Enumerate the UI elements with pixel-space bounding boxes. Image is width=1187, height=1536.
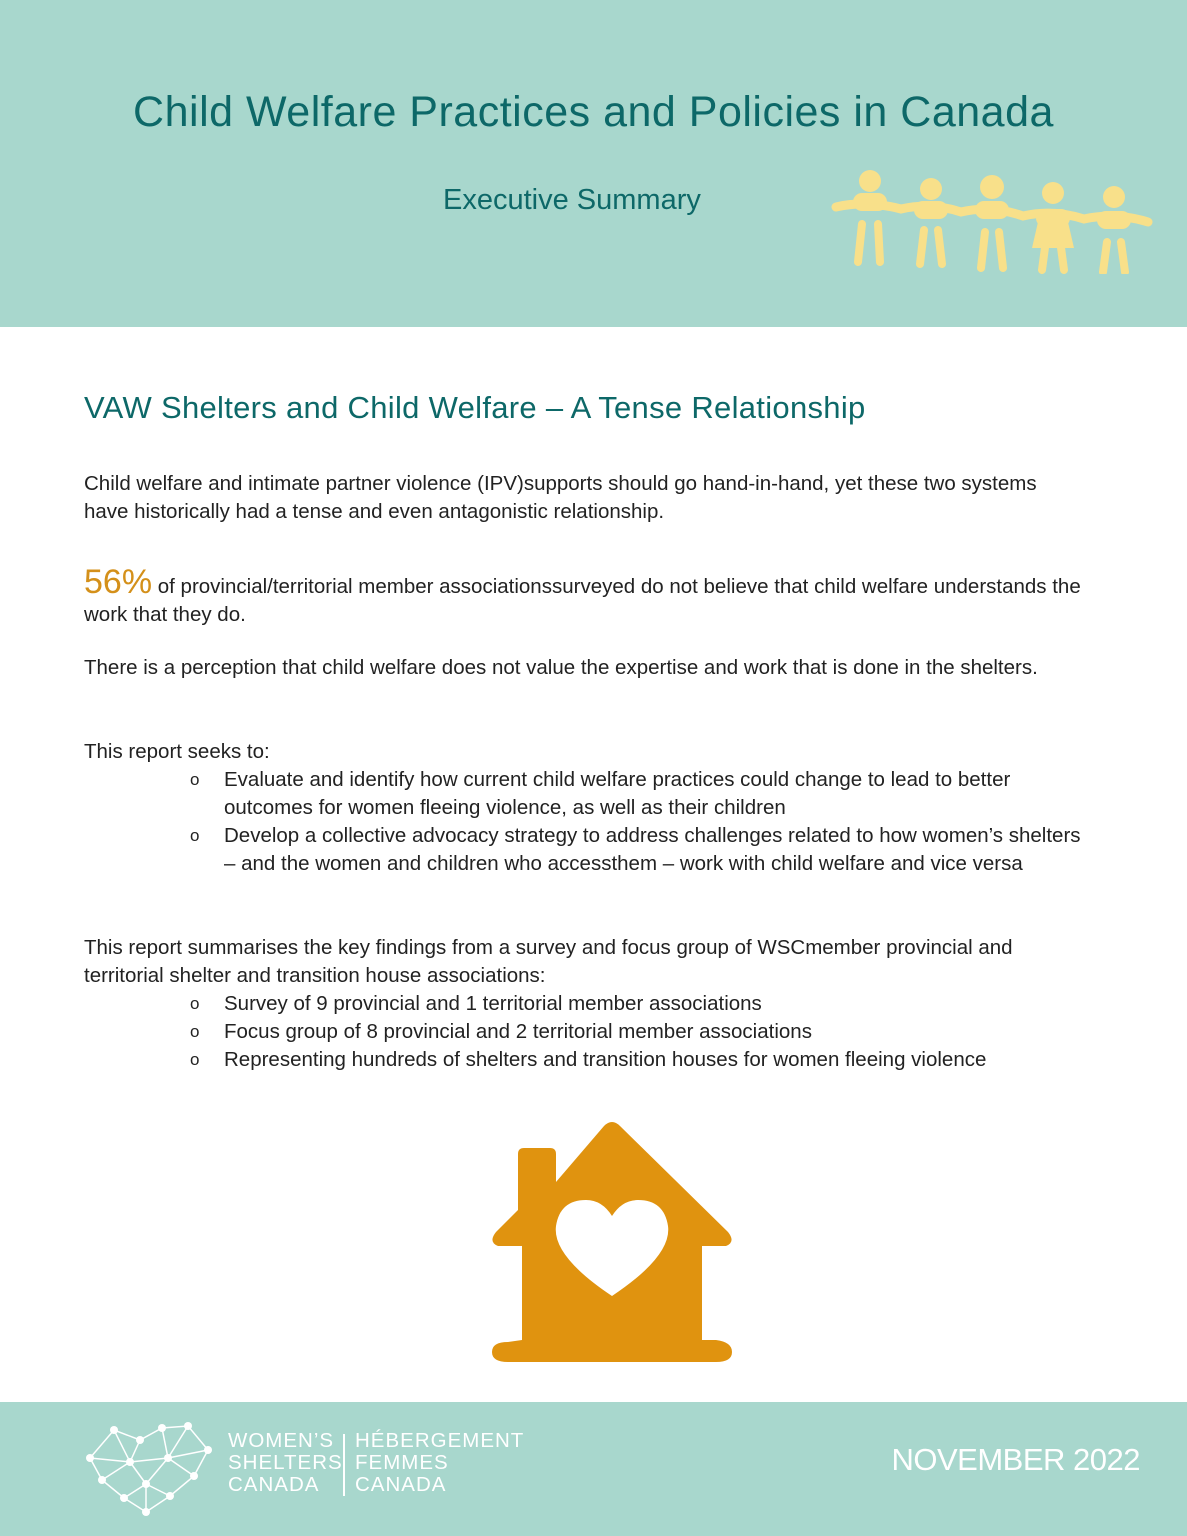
- logo-text-french: HÉBERGEMENT FEMMES CANADA: [355, 1429, 525, 1496]
- section-heading: VAW Shelters and Child Welfare – A Tense Relationship: [84, 390, 866, 425]
- logo-text-english: WOMEN’S SHELTERS CANADA: [228, 1429, 343, 1496]
- bullet-marker: o: [190, 994, 200, 1013]
- perception-paragraph: There is a perception that child welfare does not value the expertise and work that is done in the shelters.: [84, 656, 1038, 679]
- page-subtitle: Executive Summary: [443, 184, 701, 216]
- bullet-marker: o: [190, 826, 200, 845]
- list-item: o Focus group of 8 provincial and 2 territorial member associations: [190, 1018, 1090, 1046]
- network-heart-logo-icon: [84, 1418, 214, 1518]
- list-item: o Develop a collective advocacy strategy to address challenges related to how women’s shelters – and the women and children who accessthem – work with child welfare and vice versa: [190, 824, 1081, 875]
- intro-paragraph: Child welfare and intimate partner violence (IPV)supports should go hand-in-hand, yet these two systems have historically had a tense and even antagonistic relationship.: [84, 472, 1037, 523]
- bullet-marker: o: [190, 770, 200, 789]
- bullet-marker: o: [190, 1050, 200, 1069]
- list-item: o Representing hundreds of shelters and transition houses for women fleeing violence: [190, 1046, 1090, 1074]
- bullet-marker: o: [190, 1022, 200, 1041]
- stat-paragraph: [84, 563, 1094, 629]
- logo-divider: [343, 1434, 345, 1496]
- page-title: Child Welfare Practices and Policies in Canada: [133, 88, 1054, 136]
- summary-list: [190, 990, 1090, 1074]
- seeks-list: [190, 766, 1090, 878]
- list-item: o Survey of 9 provincial and 1 territorial member associations: [190, 990, 1090, 1018]
- seeks-intro: This report seeks to:: [84, 740, 270, 763]
- house-heart-icon: [490, 1118, 734, 1364]
- list-item: o Evaluate and identify how current child welfare practices could change to lead to better outcomes for women fleeing violence, as well as their children: [190, 768, 1011, 819]
- summary-intro: This report summarises the key findings from a survey and focus group of WSCmember provincial and territorial shelter and transition house associations:: [84, 936, 1013, 987]
- stat-text: of provincial/territorial member associationssurveyed do not believe that child welfare understands the work that they do.: [84, 575, 1081, 626]
- stat-value: 56%: [84, 563, 153, 601]
- publication-date: NOVEMBER 2022: [891, 1442, 1140, 1477]
- paper-chain-children-icon: [826, 164, 1156, 274]
